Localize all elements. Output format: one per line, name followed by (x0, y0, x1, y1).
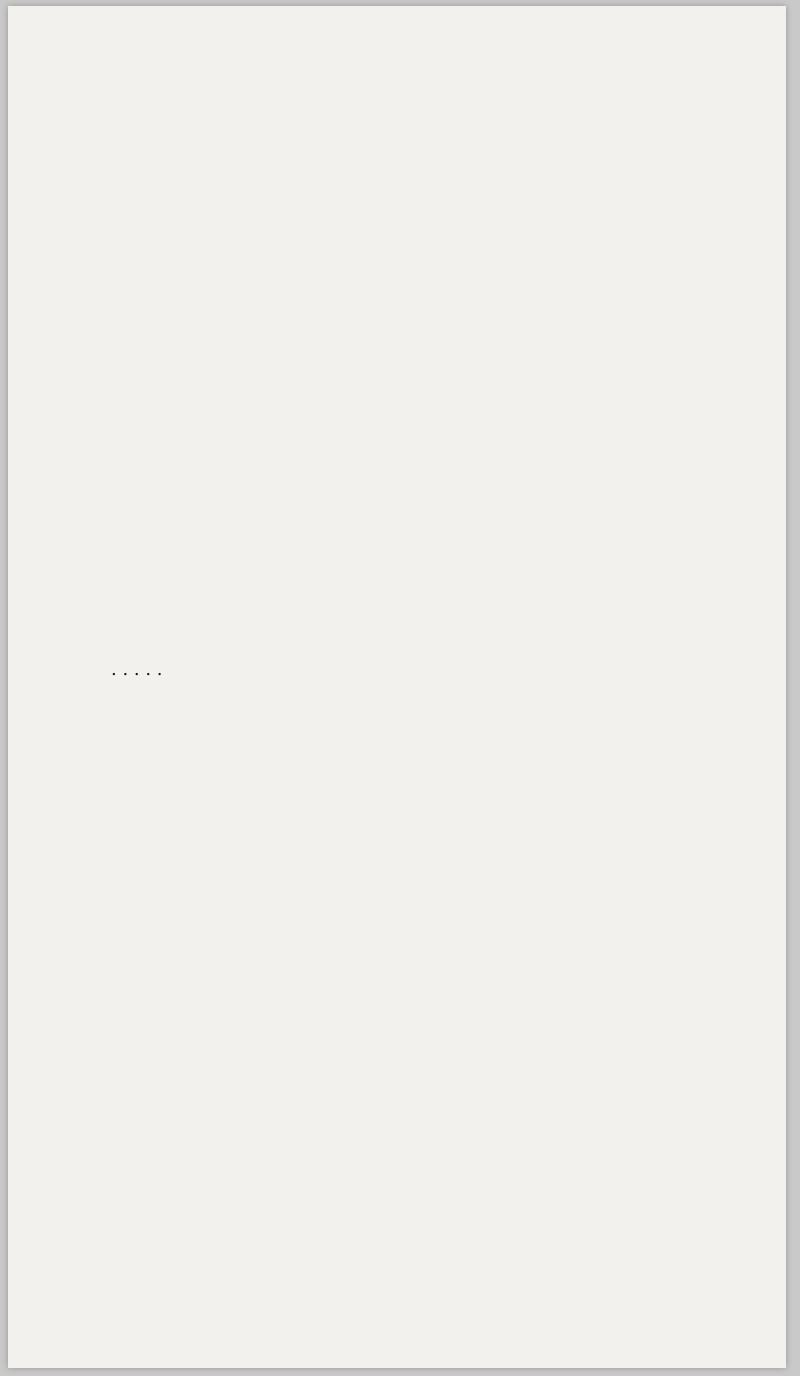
leader-dots: . . . . . (111, 658, 163, 680)
book-page (8, 6, 786, 1368)
